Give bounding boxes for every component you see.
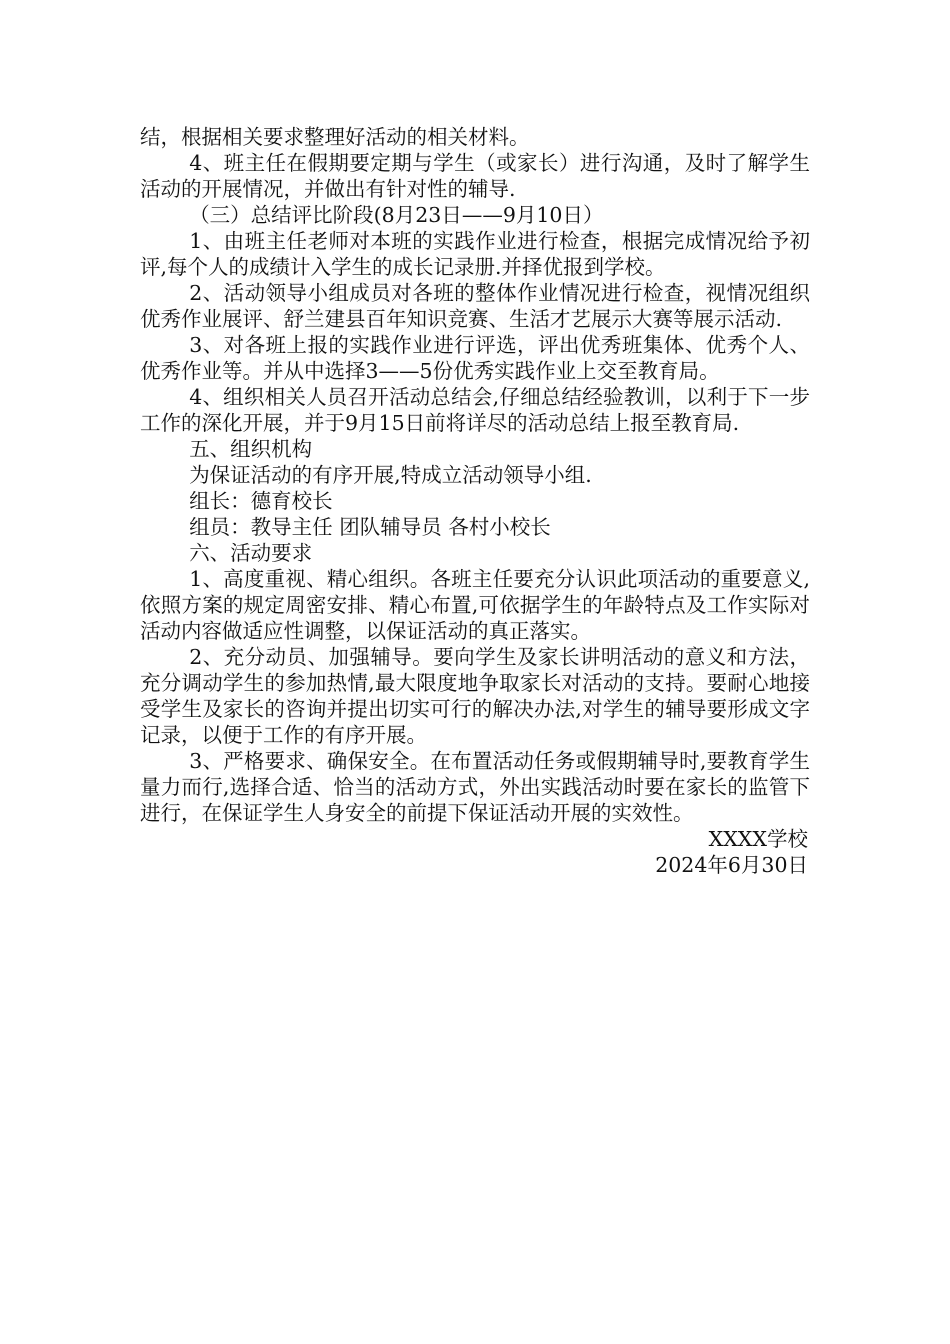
section-heading-requirements: 六、活动要求 [189, 541, 313, 565]
paragraph-organization-intro: 为保证活动的有序开展,特成立活动领导小组. [189, 463, 592, 487]
paragraph-summary-2: 2、活动领导小组成员对各班的整体作业情况进行检查，视情况组织优秀作业展评、舒兰建县百年知识竞赛、生活才艺展示大赛等展示活动. [140, 281, 810, 331]
paragraph-summary-4: 4、组织相关人员召开活动总结会,仔细总结经验教训，以利于下一步工作的深化开展，并于9月15日前将详尽的活动总结上报至教育局. [140, 385, 810, 435]
paragraph-requirement-2: 2、充分动员、加强辅导。要向学生及家长讲明活动的意义和方法，充分调动学生的参加热情,最大限度地争取家长对活动的支持。要耐心地接受学生及家长的咨询并提出切实可行的解决办法,对学生的辅导要形成文字记录，以便于工作的有序开展。 [140, 645, 810, 747]
paragraph-summary-1: 1、由班主任老师对本班的实践作业进行检查，根据完成情况给予初评,每个人的成绩计入学生的成长记录册.并择优报到学校。 [140, 229, 810, 279]
paragraph-group-members: 组员：教导主任 团队辅导员 各村小校长 [189, 515, 551, 539]
paragraph-summary-3: 3、对各班上报的实践作业进行评选，评出优秀班集体、优秀个人、优秀作业等。并从中选择3——5份优秀实践作业上交至教育局。 [140, 333, 810, 383]
section-heading-summary-stage: （三）总结评比阶段(8月23日——9月10日） [189, 203, 604, 227]
signature-school: XXXX学校 [708, 827, 808, 851]
signature-date: 2024年6月30日 [655, 853, 808, 877]
document-body [140, 124, 810, 878]
paragraph-continuation: 结，根据相关要求整理好活动的相关材料。 [140, 125, 530, 149]
section-heading-organization: 五、组织机构 [189, 437, 313, 461]
paragraph-group-leader: 组长：德育校长 [189, 489, 333, 513]
paragraph-requirement-1: 1、高度重视、精心组织。各班主任要充分认识此项活动的重要意义,依照方案的规定周密安排、精心布置,可依据学生的年龄特点及工作实际对活动内容做适应性调整，以保证活动的真正落实。 [140, 567, 810, 643]
paragraph-item-4: 4、班主任在假期要定期与学生（或家长）进行沟通，及时了解学生活动的开展情况，并做出有针对性的辅导. [140, 151, 810, 201]
paragraph-requirement-3: 3、严格要求、确保安全。在布置活动任务或假期辅导时,要教育学生量力而行,选择合适、恰当的活动方式，外出实践活动时要在家长的监管下进行，在保证学生人身安全的前提下保证活动开展的实效性。 [140, 749, 810, 825]
